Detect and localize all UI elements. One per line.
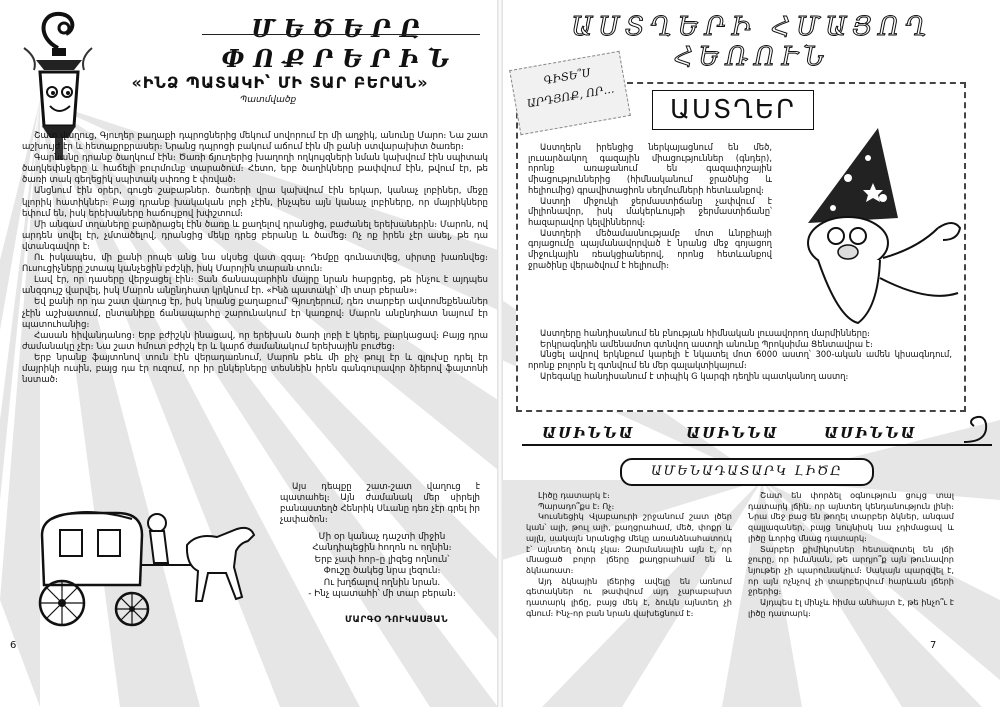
story-paragraph: Շատ վաղուց, Գյուղեր բաղաքի դպրոցներից մեկում սովորում էր մի աղջիկ, անունը Մարո։ Նա շատ աշխույժ էր և հետաքրքրասեր։ Նրանց դպրոցի բակում աճում էին մի քանի ստվարախիտ ծառեր։ <box>22 131 488 153</box>
joke-underline <box>522 444 992 446</box>
title-divider <box>202 34 480 35</box>
story-paragraph: Ու իսկապես, մի քանի րոպե անց նա սկսեց վատ զգալ։ Դեմքը գունատվեց, սիրտը խառնվեց։ Ուսուցիչները շտապ կանչեցին բժշկի, իսկ Մարոյին տարան տուն։ <box>22 253 488 275</box>
box-text-wide <box>528 328 952 382</box>
poem <box>282 532 482 600</box>
box-paragraph: Աստղերի մեծամասնությամբ մոտ ևնրքիայի գոյացումը պայմանավորված է նրանց մեջ գոյացող միջուկային ռեակցիաներով, որոնց հետևանքով ջրածինը վերածվում է հելիումի։ <box>528 227 772 270</box>
article-paragraph: Պարադո՞քս է։ Ոչ։ <box>538 500 615 511</box>
badge-line1: ԳԻՏԵ՞Ս <box>542 66 592 88</box>
poem-line: Փուշը ծակեց նրա լեզուն։ <box>323 566 441 577</box>
story-paragraph: Մի անգամ տղաները բարձրացել էին ծառը և քաղելով դրանցից, բաժանել երեխաներին։ Մարոն, ով արդեն սովել էր, չմտածելով, դրանցից մեկը դրեց բերանը և ծամեց։ Ոչ ոք իրեն չէր ասել, թե դա վտանգավոր է։ <box>22 219 488 252</box>
poem-line: Մի օր կանաչ դաշտի միջին <box>318 532 446 542</box>
article-paragraph: Լիծը դատարկ է։ <box>538 490 610 500</box>
article-col1 <box>526 490 732 630</box>
column-title-line1: ՄԵԾԵՐԸ <box>251 14 429 43</box>
page-number: 7 <box>930 640 937 651</box>
joke-label: ԱՍԻՆՆԱ <box>542 424 635 442</box>
box-paragraph: Երկրագնդին ամենամոտ գտնվող աստղի անունը Պրոկսիմա Ցենտավրա է։ <box>540 338 873 349</box>
wizard-illustration <box>788 128 968 328</box>
author: ՄԱՐԳՕ ԴՈՒԿԱՍՅԱՆ <box>345 615 449 625</box>
poem-line: Երբ չափ հոր–ը լիզեց ողնուն՝ <box>314 554 450 565</box>
box-paragraph: Աստղերն իրենցից ներկայացնում են մեծ, լուսարձակող գազային միացություններ (գնդեր), որոնք առաջանում են գազափոշային միացություններից (հիմնականում ջրածնից և հելիումից) գրավիտացիոն սեղմումների հետևանքով։ <box>528 142 772 195</box>
story-title: «ԻՆՁ ՊԱՏԱԿԻ՝ ՄԻ ՏԱՐ ԲԵՐԱՆ» <box>131 73 429 92</box>
joke-label: ԱՍԻՆՆԱ <box>686 424 779 442</box>
box-paragraph: Աստղի միջուկի ջերմաստիճանը չափվում է միլիոնավոր, իսկ մակերևույթի ջերմաստիճանը՝ հազարավոր կելվիններով։ <box>528 195 772 227</box>
badge-line2: ԱՐԴՅՈՔ, ՈՐ… <box>525 82 616 111</box>
left-page <box>0 0 498 707</box>
article-paragraph: Այդ ձկնային լճերից ավելը են առնում գետակներ ու թափվում այդ չարաբախտ դատարկ լիճը, բայց մեկ է, ձուկն այնտեղ չի գնում։ Ինչ-որ բան նրան վախեցնում է։ <box>526 575 732 618</box>
joke-label: ԱՍԻՆՆԱ <box>824 424 917 442</box>
column-title-line2: ՓՈՔՐԵՐԻՆ <box>221 44 459 73</box>
article-paragraph: Կուսնեցիկ Վլաբաուրի շրջանում շատ լծեր կան՝ ալի, թուլ ալի, քաղցրահամ, մեծ, փոքր և այլն, սակայն նրանցից մեկը առանձնահատուկ է՝ այնտեղ ձուկ չկա։ Զարմանալին այն է, որ մնացած բոլոր լճերը քաղցրահամ են և ձկնառատ։ <box>526 511 732 575</box>
poem-line: Ու խղճալով ողնին նրան. <box>323 577 441 588</box>
story-paragraph: Գարնանը դրանք ծաղկում էին։ Ծառի ճյուղերից խաղողի ողկույզների նման կախվում էին սպիտակ ծաղկեփնջերը և հաճելի բուրմունք տարածում։ Հետո, երբ ծաղիկները թափվում էին, թվում էր, թե ծառի տակ գեղեցիկ սպիտակ սփռոց է փռված։ <box>22 153 488 186</box>
story-paragraph: Երբ նրանք ֆայտոնով տուն էին վերադառնում, Մարոն թեև մի քիչ թույլ էր և գլուխը դրել էր մայրիկի ուսին, բայց դա էր ուզում, որ իր ընկերները տեսնեին իրեն գանգուրավոր ձիերով ֆայտոնի նստած։ <box>22 352 488 386</box>
box-text-narrow <box>528 142 772 282</box>
article-paragraph: Տարբեր քիմիկոսներ հետազոտել են լճի ջուրը, որ իմանան, թե արդյո՞ք այն թունավոր նյութեր չի պարունակում։ Սակայն պարզվել է, որ այն ոչնչով չի տարբերվում հարևան լճերի ջրերից։ <box>748 543 954 597</box>
box-paragraph: Աստղերը հանդիսանում են բնության հիմնական լուսավորող մարմինները։ <box>540 328 871 338</box>
right-page <box>502 0 1000 707</box>
page-number: 6 <box>10 640 17 651</box>
section-title-line2: ՀԵՌՈՒՆ <box>673 42 830 72</box>
poem-line: - Ինչ պատահի՝ մի տար բերան։ <box>308 589 456 600</box>
story-paragraph: Լավ էր, որ դասերը վերջացել էին։ Տան ճանապարհին մայրը նրան հարցրեց, թե ինչու է այդպես անզգույշ վարվել, իսկ Մարոն անընդհատ կրկնում էր. «Ինձ պատակի՝ մի տար բերան»։ <box>22 275 488 297</box>
story-body <box>22 131 488 479</box>
article-paragraph: Շատ են փորձել օգնություն ցույց տալ դատարկ լճին. որ այնտեղ կենդանություն լինի։ Նրա մեջ բաց են թողել տարբեր ձկներ, անգամ զալլազաներ, բայց նույնիսկ նա չդիմացավ և լիծը ևորից մնաց դատարկ։ <box>748 490 954 543</box>
box-paragraph: Արեգակը հանդիսանում է տիպիկ G կարգի դեղին պատկանող աստղ։ <box>540 370 849 381</box>
story-genre: Պատմվածք <box>240 95 297 105</box>
story-paragraph-final <box>280 482 480 526</box>
article-col2 <box>748 490 954 630</box>
box-title: ԱՍՏՂԵՐ <box>652 90 814 130</box>
story-paragraph: Այս դեպքը շատ-շատ վաղուց է պատահել։ Այն ժամանակ մեր սիրելի բանաստեղծ Հենրիկ Սևանը դեռ չէր գրել իր չափածոն։ <box>280 482 480 526</box>
box-paragraph: Անցել ավրով երկնքում կարելի է նկատել մոտ 6000 աստղ՝ 300-ական ամեն կիսագնդում, որոնք բոլորն էլ գտնվում են մեր գալակտիկայում։ <box>528 349 952 371</box>
section-title-line1: ԱՍՏՂԵՐԻ ՀՄԱՅՈՂ <box>571 12 933 42</box>
story-paragraph: Հասան հիվանդանոց։ Երբ բժիշկն ինացավ, որ երեխան ծառի լոբի է կերել, բարկացավ։ Բայց դրա ժամանակը չէր։ Նա շատ հմուտ բժիշկ էր և կարճ ժամանակում երեխային բուժեց։ <box>22 330 488 352</box>
carriage-illustration <box>22 505 272 630</box>
story-paragraph: Անցնում էին օրեր, գուցե շաբաթներ. ծառերի վրա կախվում էին երկար, կանաչ լոբիներ, մեջը կլորիկ հատիկներ։ Բայց դրանք խակական լոբի չէին, ինչպես այն կանաչ լոբիները, որ մայրիկները եփում են, իսկ երեխաները հաճույքով խփշտում։ <box>22 186 488 219</box>
poem-line: Հանդիպեցին հողոն ու ողնին։ <box>312 543 452 554</box>
funny-title: ԱՄԵՆԱԴԱՏԱՐԿ ԼԻԾԸ <box>620 458 874 486</box>
story-paragraph: Եվ քանի որ դա շատ վաղուց էր, իսկ նրանց քաղաքում՝ Գյուղերում, դեռ տարբեր ավտոմեքենաներ չէին աշխատում, ընտանիքը ճանապարհը շարունակում էր կառքով։ Մարոն անընդհատ նայում էր պատուհանից։ <box>22 297 488 330</box>
article-paragraph: Այդպես էլ մինչև հիմա անհայտ է, թե ինչո՞ւ է լիծը դատարկ։ <box>748 597 954 618</box>
swirl-icon <box>958 412 994 448</box>
